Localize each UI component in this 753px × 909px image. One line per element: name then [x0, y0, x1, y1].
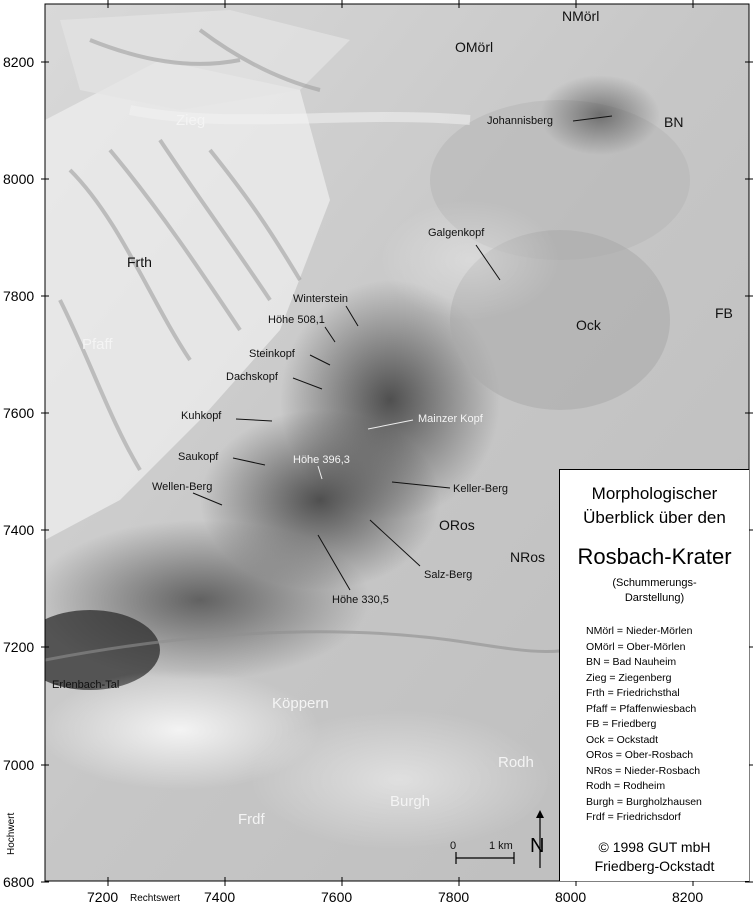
peak-label: Johannisberg [487, 115, 554, 127]
abbreviation-item: Frdf = Friedrichsdorf [586, 811, 681, 823]
peak-label: Dachskopf [226, 371, 278, 383]
y-tick-label: 8000 [3, 171, 35, 187]
abbreviation-item: Burgh = Burgholzhausen [586, 795, 702, 808]
peak-label: Galgenkopf [428, 227, 485, 239]
copyright [560, 838, 749, 876]
abbreviation-item: FB = Friedberg [586, 718, 657, 730]
place-label: Frth [127, 254, 152, 270]
place-label: Burgh [390, 793, 431, 810]
copyright-line1: © 1998 GUT mbH [598, 838, 711, 855]
peak-label: Steinkopf [249, 348, 295, 360]
x-tick-label: 8200 [672, 889, 704, 905]
peak-label: Höhe 396,3 [293, 454, 350, 466]
legend-title-line1: Morphologischer [591, 484, 718, 503]
place-label: Zieg [176, 112, 206, 129]
x-tick-label: 8000 [555, 889, 587, 905]
peak-label: Mainzer Kopf [418, 413, 483, 425]
legend-title [560, 482, 749, 530]
copyright-line2: Friedberg-Ockstadt [594, 857, 715, 874]
legend-box [559, 469, 749, 881]
peak-label: Keller-Berg [453, 483, 509, 495]
abbreviation-item: NRos = Nieder-Rosbach [586, 764, 701, 777]
abbreviation-item: NMörl = Nieder-Mörlen [586, 625, 693, 637]
place-label: ORos [439, 517, 475, 533]
y-tick-label: 7600 [3, 405, 35, 421]
y-tick-label: 7800 [3, 288, 35, 304]
place-label: Ock [576, 317, 601, 333]
x-axis-title: Rechtswert [130, 893, 181, 904]
x-tick-label: 7400 [204, 889, 236, 905]
place-label: NRos [510, 549, 546, 565]
peak-label: Höhe 508,1 [268, 314, 325, 326]
place-label: Rodh [498, 754, 534, 771]
y-tick-label: 7000 [3, 757, 35, 773]
legend-title-line2: Überblick über den [583, 508, 726, 527]
place-label: FB [715, 305, 733, 321]
place-label: NMörl [562, 8, 600, 24]
x-tick-label: 7600 [321, 889, 353, 905]
legend-subtitle-line2: Darstellung) [624, 592, 685, 604]
peak-label: Saukopf [178, 451, 219, 463]
legend-main-title: Rosbach-Krater [577, 544, 732, 569]
x-tick-label: 7200 [87, 889, 119, 905]
legend-subtitle-line1: (Schummerungs- [612, 577, 697, 589]
x-tick-label: 7800 [438, 889, 470, 905]
peak-label: Winterstein [293, 293, 349, 305]
abbreviation-item: Rodh = Rodheim [586, 780, 666, 792]
abbreviation-list [586, 624, 749, 826]
place-label: BN [664, 114, 684, 130]
place-label: Frdf [238, 811, 265, 828]
y-axis-title: Hochwert [6, 812, 17, 855]
peak-label: Kuhkopf [181, 410, 222, 422]
scale-unit-label: 1 km [489, 840, 513, 852]
north-label: N [530, 835, 545, 857]
abbreviation-item: ORos = Ober-Rosbach [586, 749, 694, 761]
peak-label: Wellen-Berg [152, 481, 213, 493]
abbreviation-item: BN = Bad Nauheim [586, 656, 677, 668]
y-tick-label: 6800 [3, 874, 35, 890]
place-label: Köppern [272, 695, 329, 712]
abbreviation-item: OMörl = Ober-Mörlen [586, 640, 686, 653]
place-label: Pfaff [82, 336, 113, 353]
place-label: OMörl [455, 39, 494, 55]
abbreviation-item: Frth = Friedrichsthal [586, 687, 680, 699]
abbreviation-item: Ock = Ockstadt [586, 733, 659, 746]
peak-label: Höhe 330,5 [332, 594, 389, 606]
peak-label: Salz-Berg [424, 569, 473, 581]
legend-subtitle [560, 576, 749, 606]
peak-label: Erlenbach-Tal [52, 679, 120, 691]
y-tick-label: 8200 [3, 54, 35, 70]
abbreviation-item: Zieg = Ziegenberg [586, 671, 672, 684]
scale-zero-label: 0 [450, 840, 457, 852]
y-tick-label: 7400 [3, 522, 35, 538]
abbreviation-item: Pfaff = Pfaffenwiesbach [586, 702, 697, 715]
y-tick-label: 7200 [3, 639, 35, 655]
